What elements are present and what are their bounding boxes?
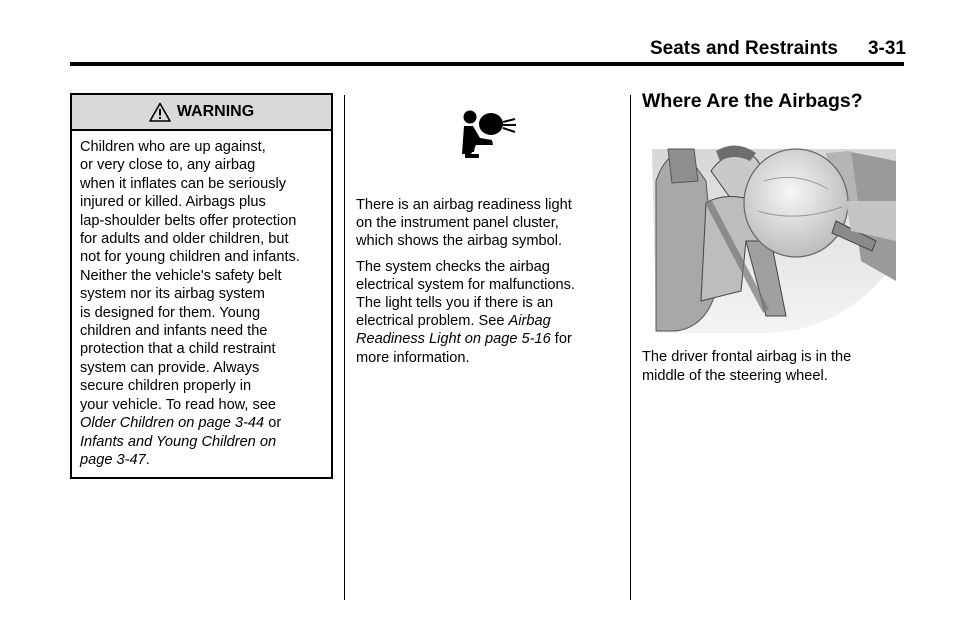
- airbag-caption: [642, 348, 851, 385]
- text-fragment: for: [550, 331, 572, 348]
- column-divider-1: [344, 95, 345, 600]
- older-children-reference[interactable]: Older Children on page 3-44: [80, 415, 265, 432]
- warning-connector: or: [264, 415, 282, 432]
- warning-line: children and infants need the: [80, 323, 268, 340]
- warning-header: [72, 95, 331, 131]
- text-line: The driver frontal airbag is in the: [642, 349, 852, 365]
- warning-reference-line: [80, 451, 324, 469]
- middle-column-text: [356, 196, 618, 374]
- system-check-paragraph: [356, 258, 618, 367]
- warning-box: [70, 93, 333, 479]
- warning-reference-line: [80, 414, 324, 432]
- readiness-paragraph: [356, 196, 618, 251]
- warning-line: when it inflates can be seriously: [80, 175, 287, 192]
- text-line: [356, 312, 618, 330]
- text-fragment: electrical problem. See: [356, 313, 509, 330]
- warning-line: lap-shoulder belts offer protection: [80, 212, 297, 229]
- infants-reference[interactable]: Infants and Young Children on: [80, 433, 277, 450]
- warning-line: protection that a child restraint: [80, 341, 276, 358]
- airbag-readiness-icon: [458, 108, 518, 162]
- warning-line: is designed for them. Young: [80, 304, 261, 321]
- warning-line: Children who are up against,: [80, 139, 266, 155]
- driver-airbag-illustration: [646, 141, 898, 335]
- warning-line: system nor its airbag system: [80, 286, 265, 303]
- column-divider-2: [630, 95, 631, 600]
- warning-line: injured or killed. Airbags plus: [80, 194, 266, 211]
- warning-line: or very close to, any airbag: [80, 157, 256, 174]
- warning-period: .: [145, 451, 150, 468]
- header-rule: [70, 62, 904, 66]
- text-line: electrical system for malfunctions.: [356, 276, 575, 293]
- airbag-readiness-reference-page[interactable]: Readiness Light on page 5-16: [356, 331, 551, 348]
- warning-line: secure children properly in: [80, 378, 252, 395]
- text-line: [356, 330, 618, 348]
- warning-triangle-icon: [149, 102, 171, 122]
- text-line: The system checks the airbag: [356, 258, 550, 275]
- section-title: Seats and Restraints: [650, 38, 838, 59]
- text-line: The light tells you if there is an: [356, 295, 554, 312]
- warning-title: WARNING: [176, 103, 255, 120]
- section-heading: Where Are the Airbags?: [642, 90, 863, 112]
- warning-line: your vehicle. To read how, see: [80, 396, 277, 413]
- text-line: on the instrument panel cluster,: [356, 215, 559, 232]
- page-number: 3-31: [867, 38, 906, 59]
- warning-line: for adults and older children, but: [80, 231, 289, 248]
- warning-line: not for young children and infants.: [80, 249, 300, 266]
- warning-line: Neither the vehicle's safety belt: [80, 267, 282, 284]
- text-line: which shows the airbag symbol.: [356, 233, 563, 250]
- text-line: middle of the steering wheel.: [642, 367, 828, 384]
- running-header: [650, 38, 906, 60]
- text-line: There is an airbag readiness light: [356, 197, 572, 213]
- warning-text: [72, 131, 331, 469]
- airbag-readiness-reference[interactable]: Airbag: [508, 313, 551, 330]
- infants-reference-page[interactable]: page 3-47: [80, 451, 146, 468]
- text-line: more information.: [356, 349, 470, 366]
- warning-line: system can provide. Always: [80, 359, 260, 376]
